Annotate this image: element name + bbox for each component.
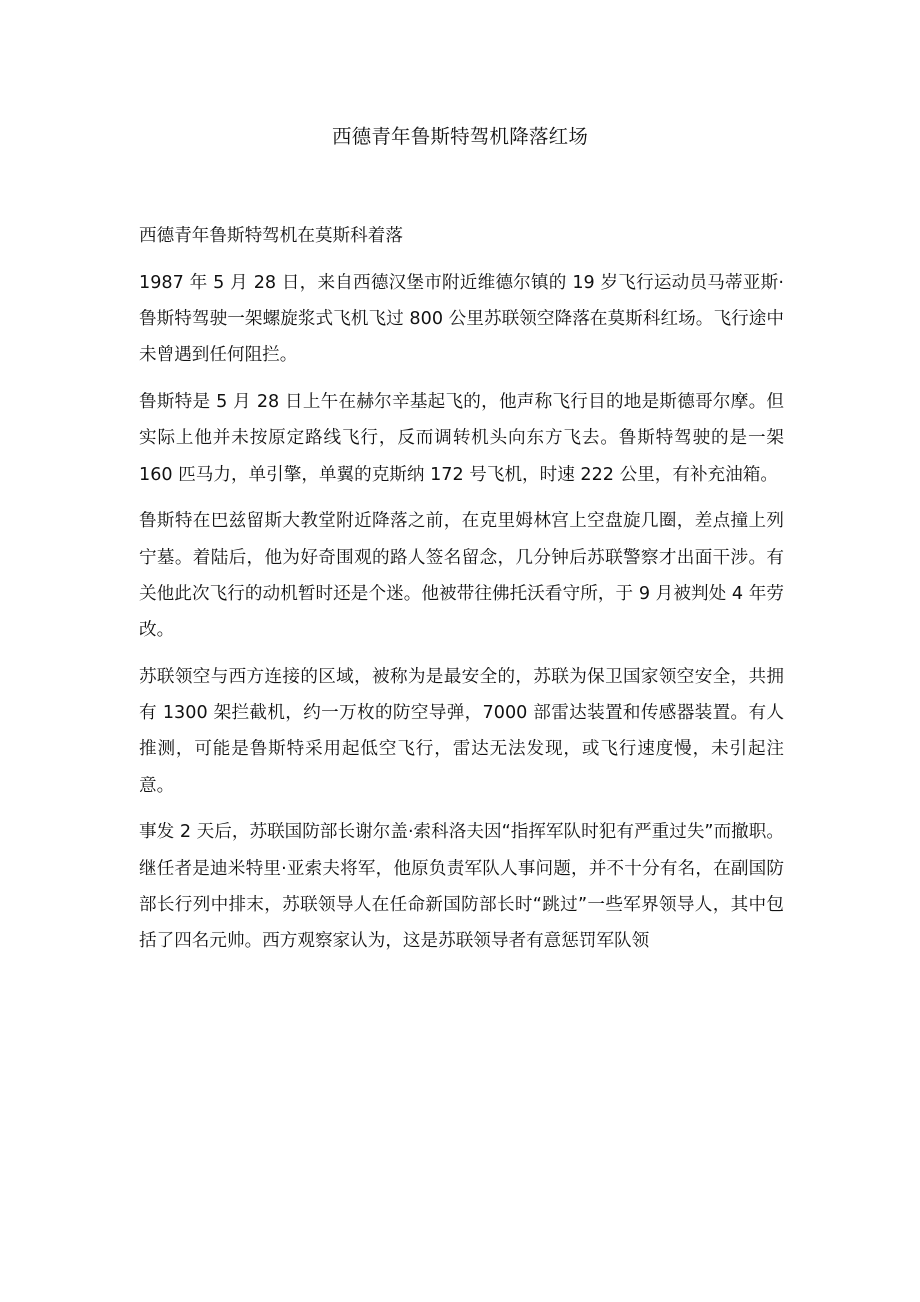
paragraph: 苏联领空与西方连接的区域，被称为是最安全的，苏联为保卫国家领空安全，共拥有 1300 架拦截机，约一万枚的防空导弹，7000 部雷达装置和传感器装置。有人推测，可能是鲁斯特采用起低空飞行，雷达无法发现，或飞行速度慢，未引起注意。 (139, 666, 784, 796)
paragraph: 鲁斯特在巴兹留斯大教堂附近降落之前，在克里姆林宫上空盘旋几圈，差点撞上列宁墓。着陆后，他为好奇围观的路人签名留念，几分钟后苏联警察才出面干涉。有关他此次飞行的动机暂时还是个迷。他被带往佛托沃看守所，于 9 月被判处 4 年劳改。 (139, 511, 784, 641)
paragraph: 事发 2 天后，苏联国防部长谢尔盖·索科洛夫因“指挥军队时犯有严重过失”而撤职。继任者是迪米特里·亚索夫将军，他原负责军队人事问题，并不十分有名，在副国防部长行列中排末，苏联领导人在任命新国防部长时“跳过”一些军界领导人，其中包括了四名元帅。西方观察家认为，这是苏联领导者有意惩罚军队领 (139, 822, 784, 952)
document-body (139, 218, 784, 970)
paragraph: 1987 年 5 月 28 日，来自西德汉堡市附近维德尔镇的 19 岁飞行运动员马蒂亚斯·鲁斯特驾驶一架螺旋浆式飞机飞过 800 公里苏联领空降落在莫斯科红场。飞行途中未曾遇到任何阻拦。 (139, 272, 784, 366)
subtitle-paragraph: 西德青年鲁斯特驾机在莫斯科着落 (139, 226, 403, 246)
paragraph: 鲁斯特是 5 月 28 日上午在赫尔辛基起飞的，他声称飞行目的地是斯德哥尔摩。但实际上他并未按原定路线飞行，反而调转机头向东方飞去。鲁斯特驾驶的是一架 160 匹马力，单引擎，单翼的克斯纳 172 号飞机，时速 222 公里，有补充油箱。 (139, 392, 784, 485)
document-title: 西德青年鲁斯特驾机降落红场 (331, 125, 589, 148)
